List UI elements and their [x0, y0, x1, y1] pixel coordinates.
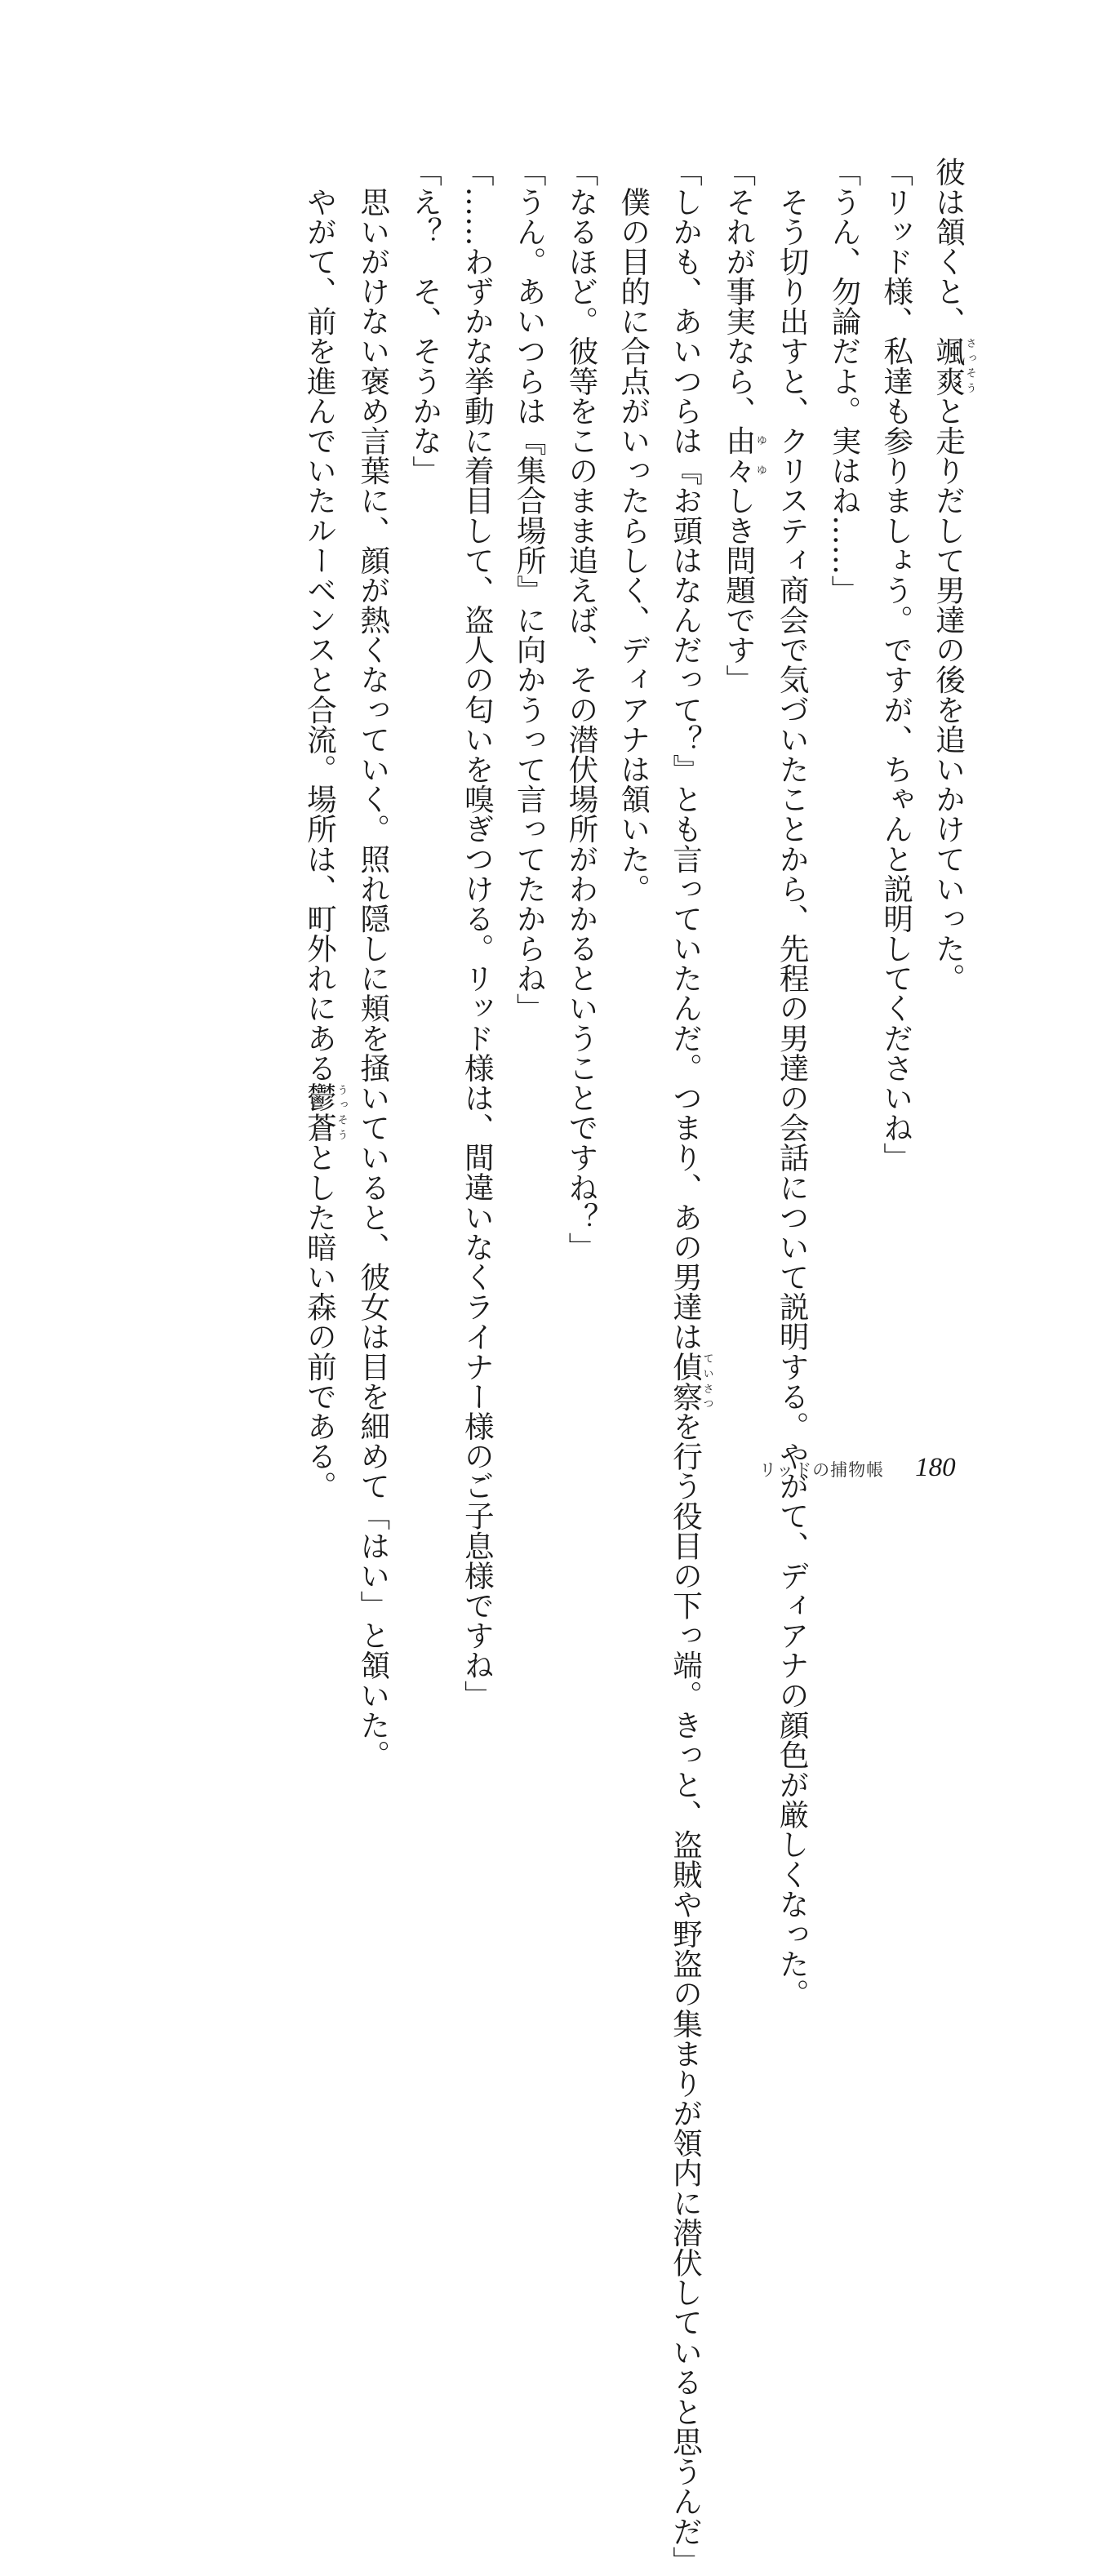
page-number: 180	[915, 1453, 956, 1482]
ruby-reading: ゆゆ	[753, 425, 767, 486]
running-title: リッドの捕物帳	[759, 1460, 885, 1480]
page-footer	[759, 1453, 1020, 1486]
ruby-base: 由々	[721, 425, 757, 486]
text-run: 「うん、勿論だよ。実はね……」	[826, 157, 862, 605]
paragraph	[607, 157, 660, 1357]
paragraph	[766, 157, 818, 2009]
paragraph	[451, 157, 504, 1710]
paragraph	[347, 157, 399, 1770]
text-run: 「うん。あいつらは『集合場所』に向かうって言ってたからね」	[512, 157, 548, 1024]
paragraph	[818, 157, 870, 1357]
text-run: と走りだして男達の後を追いかけていった。	[931, 395, 966, 993]
text-run: 「なるほど。彼等をこのまま追えば、その潜伏場所がわかるということですね？」	[563, 157, 599, 1262]
ruby-reading: ていさつ	[700, 1351, 713, 1411]
text-run: 「しかも、あいつらは『お頭はなんだって？』とも言っていたんだ。つまり、あの男達は	[668, 157, 704, 1352]
paragraph	[503, 157, 555, 1357]
paragraph	[870, 157, 922, 1357]
ruby-base: 偵察	[668, 1351, 704, 1411]
text-run: やがて、前を進んでいたルーベンスと合流。場所は、町外れにある	[302, 157, 338, 1083]
text-run: そう切り出すと、クリスティ商会で気づいたことから、先程の男達の会話について説明する。やがて、ディアナの顔色が厳しくなった。	[775, 157, 811, 2009]
text-run: 「それが事実なら、	[721, 157, 757, 426]
text-run: 「え？ そ、そうかな」	[407, 157, 443, 486]
text-run: を行う役目の下っ端。きっと、盗賊や野盗の集まりが領内に潜伏していると思うんだ」	[668, 1410, 704, 2576]
paragraph	[555, 157, 607, 1357]
text-run: 「……わずかな挙動に着目して、盗人の匂いを嗅ぎつける。リッド様は、間違いなくライナー様のご子息様ですね」	[460, 157, 495, 1710]
text-run: 「リッド様、私達も参りましょう。ですが、ちゃんと説明してくださいね」	[878, 157, 914, 1173]
text-run: 彼は頷くと、	[931, 157, 966, 336]
ruby-base: 鬱蒼	[302, 1082, 338, 1143]
paragraph	[660, 157, 713, 2576]
paragraph	[399, 157, 451, 1357]
paragraph	[294, 157, 348, 1501]
ruby-reading: さっそう	[963, 335, 976, 396]
ruby-word	[721, 425, 767, 486]
ruby-base: 颯爽	[931, 335, 966, 396]
paragraph	[922, 157, 975, 1357]
text-run: とした暗い森の前である。	[302, 1142, 338, 1501]
paragraph	[713, 157, 766, 1357]
ruby-word	[302, 1082, 348, 1143]
text-run: 思いがけない褒め言葉に、顔が熱くなっていく。照れ隠しに頬を掻いていると、彼女は目を細めて「はい」と頷いた。	[355, 157, 391, 1770]
text-run: 僕の目的に合点がいったらしく、ディアナは頷いた。	[615, 157, 651, 904]
ruby-reading: うっそう	[335, 1082, 348, 1143]
text-run: しき問題です」	[721, 485, 757, 695]
ruby-word	[931, 335, 976, 396]
ruby-word	[668, 1351, 713, 1411]
